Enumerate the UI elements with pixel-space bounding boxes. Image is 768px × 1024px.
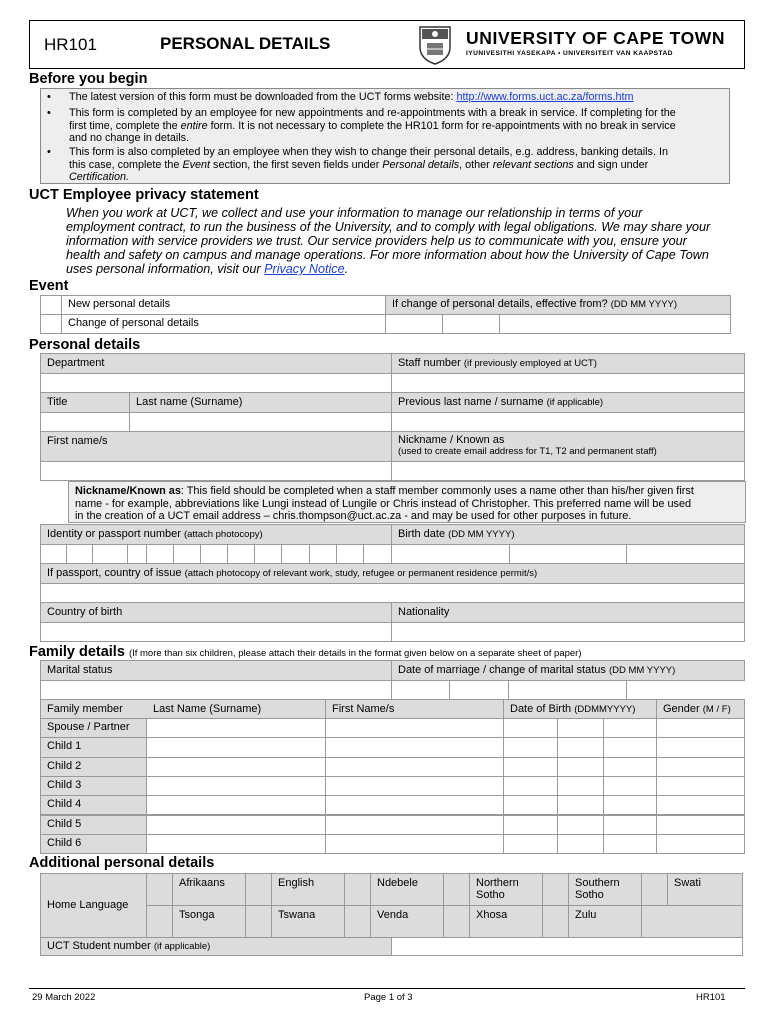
family-first-name-field[interactable] [325, 757, 504, 777]
staff-number-field[interactable] [391, 373, 745, 393]
university-name: UNIVERSITY OF CAPE TOWN [466, 28, 726, 48]
family-dob-year-field[interactable] [603, 834, 657, 854]
marriage-day-field[interactable] [391, 680, 450, 700]
family-first-name-header: First Name/s [325, 699, 504, 719]
family-first-name-field[interactable] [325, 718, 504, 738]
family-member-label: Child 1 [40, 737, 147, 757]
id-digit-box[interactable] [200, 544, 228, 564]
family-gender-field[interactable] [656, 815, 745, 835]
birth-date-label: Birth date (DD MM YYYY) [391, 524, 745, 545]
english-checkbox[interactable] [245, 873, 272, 906]
northern-sotho-checkbox[interactable] [443, 873, 470, 906]
family-last-name-field[interactable] [146, 834, 326, 854]
southern-sotho-checkbox[interactable] [542, 873, 569, 906]
id-digit-box[interactable] [127, 544, 147, 564]
id-digit-box[interactable] [173, 544, 201, 564]
family-member-label: Child 2 [40, 757, 147, 777]
id-number-label: Identity or passport number (attach photocopy) [40, 524, 392, 545]
country-of-birth-field[interactable] [40, 622, 392, 642]
id-digit-box[interactable] [309, 544, 337, 564]
id-digit-box[interactable] [227, 544, 255, 564]
family-dob-month-field[interactable] [557, 795, 604, 815]
lang-northern-sotho: Northern Sotho [469, 873, 543, 906]
family-dob-year-field[interactable] [603, 795, 657, 815]
family-dob-day-field[interactable] [503, 795, 558, 815]
lang-xhosa: Xhosa [469, 905, 543, 938]
birth-year-field[interactable] [626, 544, 745, 564]
id-digit-box[interactable] [40, 544, 67, 564]
family-dob-year-field[interactable] [603, 815, 657, 835]
marriage-date-label: Date of marriage / change of marital status (DD MM YYYY) [391, 660, 745, 681]
event-title: Event [29, 278, 69, 294]
form-title: PERSONAL DETAILS [160, 34, 331, 53]
privacy-notice-link[interactable]: Privacy Notice [264, 262, 345, 276]
footer-date: 29 March 2022 [32, 992, 96, 1003]
footer-divider [29, 988, 745, 989]
family-last-name-field[interactable] [146, 795, 326, 815]
previous-last-name-label: Previous last name / surname (if applicable) [391, 392, 745, 413]
nickname-label: Nickname / Known as (used to create email address for T1, T2 and permanent staff) [391, 431, 745, 462]
new-details-label: New personal details [61, 295, 386, 315]
family-last-name-field[interactable] [146, 815, 326, 835]
intro-item-1 [69, 91, 725, 104]
student-number-field[interactable] [391, 937, 743, 956]
footer-code: HR101 [696, 992, 726, 1003]
passport-country-label: If passport, country of issue (attach photocopy of relevant work, study, refugee or permanent residence permit/s) [40, 563, 745, 584]
family-first-name-field[interactable] [325, 795, 504, 815]
nickname-note [68, 481, 746, 523]
family-dob-day-field[interactable] [503, 718, 558, 738]
afrikaans-checkbox[interactable] [146, 873, 173, 906]
family-first-name-field[interactable] [325, 776, 504, 796]
family-dob-day-field[interactable] [503, 757, 558, 777]
lang-venda: Venda [370, 905, 444, 938]
family-member-label: Child 4 [40, 795, 147, 815]
family-first-name-field[interactable] [325, 834, 504, 854]
privacy-line: health and safety on campus and manage operations. For more information about how the University of Cape Town [66, 248, 709, 262]
swati-checkbox[interactable] [641, 873, 668, 906]
nickname-field[interactable] [391, 461, 745, 481]
family-member-label: Child 3 [40, 776, 147, 796]
family-last-name-field[interactable] [146, 757, 326, 777]
tswana-checkbox[interactable] [245, 905, 272, 938]
privacy-line: information with service providers we trust. Our service providers help us to communicate with you, ensure your [66, 234, 687, 248]
family-dob-year-field[interactable] [603, 718, 657, 738]
family-dob-month-field[interactable] [557, 718, 604, 738]
tsonga-checkbox[interactable] [146, 905, 173, 938]
family-gender-field[interactable] [656, 834, 745, 854]
marital-status-label: Marital status [40, 660, 392, 681]
lang-southern-sotho: Southern Sotho [568, 873, 642, 906]
ndebele-checkbox[interactable] [344, 873, 371, 906]
family-dob-month-field[interactable] [557, 757, 604, 777]
family-dob-day-field[interactable] [503, 776, 558, 796]
family-last-name-field[interactable] [146, 737, 326, 757]
family-dob-month-field[interactable] [557, 815, 604, 835]
family-gender-field[interactable] [656, 737, 745, 757]
id-digit-box[interactable] [281, 544, 310, 564]
new-details-checkbox[interactable] [40, 295, 62, 315]
nickname-note-line: in the creation of a UCT email address – chris.thompson@uct.ac.za - and may be used for other purposes in future. [75, 510, 632, 523]
xhosa-checkbox[interactable] [443, 905, 470, 938]
bullet: • [47, 146, 51, 158]
privacy-title: UCT Employee privacy statement [29, 187, 259, 203]
id-digit-box[interactable] [336, 544, 364, 564]
family-last-name-field[interactable] [146, 776, 326, 796]
bullet: • [47, 107, 51, 119]
family-dob-day-field[interactable] [503, 834, 558, 854]
last-name-field[interactable] [129, 412, 392, 432]
lang-tswana: Tswana [271, 905, 345, 938]
privacy-line: employment contract, to run the business of the University, and to comply with legal obligations. We may share your [66, 220, 711, 234]
family-dob-day-field[interactable] [503, 815, 558, 835]
marriage-month-field[interactable] [449, 680, 509, 700]
family-first-name-field[interactable] [325, 815, 504, 835]
intro-item-2-line: and no change in details. [69, 132, 190, 144]
family-gender-field[interactable] [656, 757, 745, 777]
intro-item-2-line: first time, complete the entire form. It is not necessary to complete the HR101 form for re-appointments with no break in service [69, 119, 676, 132]
uct-crest-icon [418, 25, 452, 65]
effective-from-label: If change of personal details, effective from? (DD MM YYYY) [385, 295, 731, 315]
country-of-birth-label: Country of birth [40, 602, 392, 623]
title-field[interactable] [40, 412, 130, 432]
intro-box [40, 88, 730, 184]
first-names-label: First name/s [40, 431, 392, 462]
family-first-name-field[interactable] [325, 737, 504, 757]
footer-page: Page 1 of 3 [364, 992, 413, 1003]
family-dob-year-field[interactable] [603, 776, 657, 796]
nickname-note-line: Nickname/Known as: This field should be completed when a staff member commonly uses a name other than his/her given first [75, 485, 694, 497]
intro-item-3-line: Certification. [69, 171, 130, 183]
family-dob-month-field[interactable] [557, 834, 604, 854]
forms-website-link[interactable]: http://www.forms.uct.ac.za/forms.htm [456, 91, 634, 103]
privacy-line: uses personal information, visit our Privacy Notice. [66, 262, 349, 276]
id-digit-box[interactable] [146, 544, 174, 564]
family-member-label: Child 5 [40, 815, 147, 835]
marriage-year-field[interactable] [508, 680, 627, 700]
id-digit-box[interactable] [92, 544, 128, 564]
privacy-line: When you work at UCT, we collect and use your information to manage our relationship in terms of your [66, 206, 643, 220]
family-dob-month-field[interactable] [557, 737, 604, 757]
language-blank-cell [641, 905, 743, 938]
intro-item-2-line: This form is completed by an employee for new appointments and re-appointments with a break in service. If completing for the [69, 107, 676, 119]
intro-item-1-text: The latest version of this form must be downloaded from the UCT forms website: [69, 91, 457, 103]
family-member-header: Family member Last Name (Surname) [40, 699, 326, 719]
intro-item-2 [69, 107, 725, 145]
family-dob-day-field[interactable] [503, 737, 558, 757]
family-dob-header: Date of Birth (DDMMYYYY) [503, 699, 657, 719]
first-names-field[interactable] [40, 461, 392, 481]
effective-month-field[interactable] [442, 314, 500, 334]
family-gender-field[interactable] [656, 776, 745, 796]
change-details-label: Change of personal details [61, 314, 386, 334]
title-label: Title [40, 392, 130, 413]
personal-details-title: Personal details [29, 337, 141, 353]
bullet: • [47, 91, 51, 103]
id-digit-box[interactable] [363, 544, 392, 564]
passport-country-field[interactable] [40, 583, 745, 603]
privacy-statement [66, 206, 734, 276]
lang-english: English [271, 873, 345, 906]
effective-day-field[interactable] [385, 314, 443, 334]
family-gender-field[interactable] [656, 795, 745, 815]
intro-item-3 [69, 146, 725, 184]
family-details-title: Family details (If more than six children, please attach their details in the format given below on a separate sheet of paper) [29, 644, 582, 660]
form-header [29, 20, 745, 69]
last-name-label: Last name (Surname) [129, 392, 392, 413]
family-dob-year-field[interactable] [603, 757, 657, 777]
family-member-label: Spouse / Partner [40, 718, 147, 738]
marital-status-field[interactable] [40, 680, 392, 700]
nationality-label: Nationality [391, 602, 745, 623]
birth-month-field[interactable] [509, 544, 627, 564]
venda-checkbox[interactable] [344, 905, 371, 938]
additional-details-title: Additional personal details [29, 855, 215, 871]
student-number-label: UCT Student number (if applicable) [40, 937, 392, 956]
intro-item-3-line: this case, complete the Event section, the first seven fields under Personal details, other relevant sections and sign under [69, 158, 649, 171]
lang-zulu: Zulu [568, 905, 642, 938]
staff-number-label: Staff number (if previously employed at UCT) [391, 353, 745, 374]
lang-tsonga: Tsonga [172, 905, 246, 938]
id-digit-box[interactable] [254, 544, 282, 564]
family-dob-year-field[interactable] [603, 737, 657, 757]
family-last-name-field[interactable] [146, 718, 326, 738]
lang-swati: Swati [667, 873, 743, 906]
university-subtitle: IYUNIVESITHI YASEKAPA • UNIVERSITEIT VAN KAAPSTAD [466, 50, 673, 57]
birth-day-field[interactable] [391, 544, 510, 564]
family-gender-field[interactable] [656, 718, 745, 738]
lang-ndebele: Ndebele [370, 873, 444, 906]
before-you-begin-title: Before you begin [29, 71, 148, 87]
nationality-field[interactable] [391, 622, 745, 642]
change-details-checkbox[interactable] [40, 314, 62, 334]
home-language-label: Home Language [40, 873, 147, 938]
zulu-checkbox[interactable] [542, 905, 569, 938]
family-dob-month-field[interactable] [557, 776, 604, 796]
lang-afrikaans: Afrikaans [172, 873, 246, 906]
family-gender-header: Gender (M / F) [656, 699, 745, 719]
department-label: Department [40, 353, 392, 374]
previous-last-name-field[interactable] [391, 412, 745, 432]
department-field[interactable] [40, 373, 392, 393]
family-member-label: Child 6 [40, 834, 147, 854]
form-code: HR101 [44, 35, 97, 54]
nickname-note-line: name - for example, abbreviations like Lungi instead of Lungile or Chris instead of Christopher. This preferred name will be used [75, 497, 692, 510]
effective-year-field[interactable] [499, 314, 731, 334]
intro-item-3-line: This form is also completed by an employee when they wish to change their personal details, e.g. address, banking details. In [69, 146, 668, 158]
id-digit-box[interactable] [66, 544, 93, 564]
